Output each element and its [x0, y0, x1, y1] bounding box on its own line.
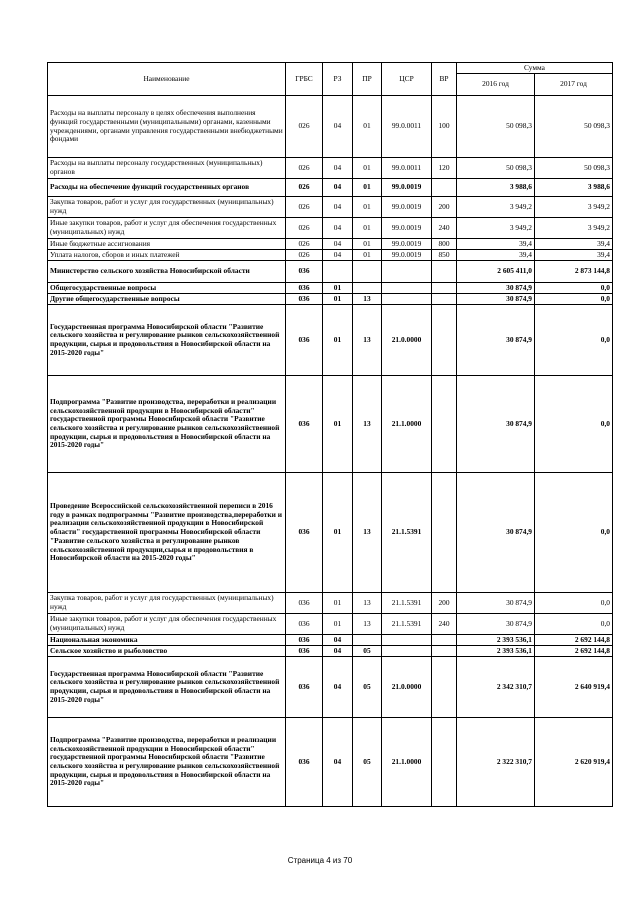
- cell-csr: 99.0.0019: [382, 218, 432, 239]
- cell-vr: 850: [432, 250, 457, 261]
- cell-csr: 99.0.0019: [382, 239, 432, 250]
- cell-name: Иные бюджетные ассигнования: [48, 239, 286, 250]
- table-row: [48, 239, 613, 250]
- cell-csr: 99.0.0019: [382, 179, 432, 197]
- cell-csr: [382, 261, 432, 283]
- table-row: [48, 473, 613, 593]
- cell-vr: 120: [432, 158, 457, 179]
- cell-pr: 01: [353, 250, 382, 261]
- budget-table: [47, 62, 613, 807]
- cell-vr: [432, 635, 457, 646]
- cell-2017: 2 640 919,4: [535, 657, 613, 718]
- cell-2017: 3 949,2: [535, 197, 613, 218]
- cell-csr: 21.1.5391: [382, 614, 432, 635]
- cell-csr: 99.0.0019: [382, 197, 432, 218]
- table-row: [48, 614, 613, 635]
- cell-csr: 99.0.0019: [382, 250, 432, 261]
- col-header-2017: 2017 год: [535, 74, 613, 96]
- cell-2017: 0,0: [535, 473, 613, 593]
- cell-name: Общегосударственные вопросы: [48, 283, 286, 294]
- table-row: [48, 218, 613, 239]
- cell-csr: [382, 294, 432, 305]
- cell-csr: [382, 283, 432, 294]
- col-header-rz: РЗ: [323, 63, 353, 96]
- cell-pr: 13: [353, 376, 382, 473]
- cell-2016: 30 874,9: [457, 283, 535, 294]
- cell-2016: 2 342 310,7: [457, 657, 535, 718]
- cell-csr: [382, 646, 432, 657]
- cell-name: Закупка товаров, работ и услуг для государственных (муниципальных) нужд: [48, 197, 286, 218]
- cell-grbs: 036: [286, 657, 323, 718]
- cell-grbs: 026: [286, 179, 323, 197]
- table-row: [48, 261, 613, 283]
- cell-2017: 39,4: [535, 239, 613, 250]
- cell-pr: [353, 635, 382, 646]
- cell-pr: 13: [353, 593, 382, 614]
- cell-csr: [382, 635, 432, 646]
- cell-vr: 200: [432, 197, 457, 218]
- cell-2016: 30 874,9: [457, 593, 535, 614]
- cell-rz: 01: [323, 473, 353, 593]
- cell-2016: 30 874,9: [457, 376, 535, 473]
- cell-name: Расходы на обеспечение функций государственных органов: [48, 179, 286, 197]
- cell-vr: 240: [432, 614, 457, 635]
- table-row: [48, 646, 613, 657]
- cell-rz: 04: [323, 646, 353, 657]
- col-header-csr: ЦСР: [382, 63, 432, 96]
- table-row: [48, 96, 613, 158]
- cell-vr: [432, 179, 457, 197]
- cell-2017: 0,0: [535, 614, 613, 635]
- cell-vr: 240: [432, 218, 457, 239]
- cell-name: Сельское хозяйство и рыболовство: [48, 646, 286, 657]
- cell-vr: [432, 283, 457, 294]
- cell-2016: 50 098,3: [457, 96, 535, 158]
- cell-grbs: 036: [286, 261, 323, 283]
- cell-2017: 3 988,6: [535, 179, 613, 197]
- cell-vr: [432, 473, 457, 593]
- cell-grbs: 036: [286, 593, 323, 614]
- cell-rz: 01: [323, 305, 353, 376]
- cell-name: Национальная экономика: [48, 635, 286, 646]
- cell-name: Расходы на выплаты персоналу в целях обеспечения выполнения функций государственными (муниципальными) органами, казенными учреждениями, органами управления государственными внебюджетными фондами: [48, 96, 286, 158]
- cell-2016: 50 098,3: [457, 158, 535, 179]
- cell-csr: 99.0.0011: [382, 158, 432, 179]
- table-row: [48, 179, 613, 197]
- cell-pr: [353, 283, 382, 294]
- col-header-name: Наименование: [48, 63, 286, 96]
- cell-rz: 04: [323, 718, 353, 807]
- cell-grbs: 036: [286, 305, 323, 376]
- cell-name: Иные закупки товаров, работ и услуг для обеспечения государственных (муниципальных) нужд: [48, 218, 286, 239]
- cell-name: Министерство сельского хозяйства Новосибирской области: [48, 261, 286, 283]
- table-body: [48, 96, 613, 807]
- cell-2016: 30 874,9: [457, 614, 535, 635]
- col-header-grbs: ГРБС: [286, 63, 323, 96]
- cell-name: Подпрограмма "Развитие производства, переработки и реализации сельскохозяйственной продукции в Новосибирской области" государственной программы Новосибирской области "Развитие сельского хозяйства и регулирование рынков сельскохозяйственной продукции, сырья и продовольствия в Новосибирской области на 2015-2020 годы": [48, 376, 286, 473]
- table-row: [48, 305, 613, 376]
- cell-csr: 21.1.5391: [382, 593, 432, 614]
- cell-2016: 30 874,9: [457, 305, 535, 376]
- cell-pr: 01: [353, 197, 382, 218]
- cell-name: Закупка товаров, работ и услуг для государственных (муниципальных) нужд: [48, 593, 286, 614]
- cell-rz: 04: [323, 179, 353, 197]
- cell-2017: 3 949,2: [535, 218, 613, 239]
- cell-grbs: 036: [286, 283, 323, 294]
- cell-2017: 0,0: [535, 283, 613, 294]
- cell-pr: 05: [353, 646, 382, 657]
- cell-csr: 21.1.5391: [382, 473, 432, 593]
- cell-pr: 05: [353, 718, 382, 807]
- cell-2016: 39,4: [457, 250, 535, 261]
- col-header-2016: 2016 год: [457, 74, 535, 96]
- cell-vr: [432, 718, 457, 807]
- cell-2017: 2 692 144,8: [535, 646, 613, 657]
- cell-rz: 01: [323, 283, 353, 294]
- cell-rz: 04: [323, 657, 353, 718]
- cell-pr: 13: [353, 473, 382, 593]
- cell-vr: [432, 261, 457, 283]
- cell-vr: [432, 376, 457, 473]
- table-row: [48, 250, 613, 261]
- cell-2017: 0,0: [535, 376, 613, 473]
- cell-grbs: 036: [286, 473, 323, 593]
- cell-pr: 01: [353, 239, 382, 250]
- cell-vr: [432, 657, 457, 718]
- cell-2017: 0,0: [535, 305, 613, 376]
- col-header-pr: ПР: [353, 63, 382, 96]
- table-row: [48, 294, 613, 305]
- cell-grbs: 036: [286, 718, 323, 807]
- cell-name: Иные закупки товаров, работ и услуг для обеспечения государственных (муниципальных) нужд: [48, 614, 286, 635]
- table-row: [48, 593, 613, 614]
- table-row: [48, 635, 613, 646]
- cell-rz: 01: [323, 614, 353, 635]
- table-row: [48, 283, 613, 294]
- cell-csr: 21.0.0000: [382, 305, 432, 376]
- cell-2016: 3 949,2: [457, 197, 535, 218]
- cell-csr: 99.0.0011: [382, 96, 432, 158]
- cell-2017: 0,0: [535, 593, 613, 614]
- cell-rz: 01: [323, 376, 353, 473]
- col-header-vr: ВР: [432, 63, 457, 96]
- cell-vr: 100: [432, 96, 457, 158]
- cell-rz: [323, 261, 353, 283]
- cell-2016: 2 393 536,1: [457, 635, 535, 646]
- cell-name: Государственная программа Новосибирской области "Развитие сельского хозяйства и регулирование рынков сельскохозяйственной продукции, сырья и продовольствия в Новосибирской области на 2015-2020 годы": [48, 657, 286, 718]
- col-header-sum: Сумма: [457, 63, 613, 74]
- cell-pr: [353, 261, 382, 283]
- cell-name: Другие общегосударственные вопросы: [48, 294, 286, 305]
- cell-grbs: 036: [286, 635, 323, 646]
- cell-2017: 2 692 144,8: [535, 635, 613, 646]
- cell-grbs: 026: [286, 96, 323, 158]
- cell-2017: 2 620 919,4: [535, 718, 613, 807]
- cell-csr: 21.1.0000: [382, 376, 432, 473]
- table-row: [48, 376, 613, 473]
- table-row: [48, 718, 613, 807]
- table-header: [48, 63, 613, 96]
- cell-2016: 39,4: [457, 239, 535, 250]
- cell-csr: 21.0.0000: [382, 657, 432, 718]
- cell-rz: 04: [323, 250, 353, 261]
- cell-vr: [432, 294, 457, 305]
- cell-pr: 01: [353, 218, 382, 239]
- cell-grbs: 026: [286, 218, 323, 239]
- cell-2017: 2 873 144,8: [535, 261, 613, 283]
- cell-rz: 01: [323, 593, 353, 614]
- cell-2017: 0,0: [535, 294, 613, 305]
- table-row: [48, 158, 613, 179]
- cell-rz: 04: [323, 635, 353, 646]
- table-row: [48, 657, 613, 718]
- cell-grbs: 036: [286, 376, 323, 473]
- cell-name: Подпрограмма "Развитие производства, переработки и реализации сельскохозяйственной продукции в Новосибирской области" государственной программы Новосибирской области "Развитие сельского хозяйства и регулирование рынков сельскохозяйственной продукции, сырья и продовольствия в Новосибирской области на 2015-2020 годы": [48, 718, 286, 807]
- cell-2016: 3 988,6: [457, 179, 535, 197]
- cell-pr: 01: [353, 96, 382, 158]
- cell-vr: 800: [432, 239, 457, 250]
- cell-2016: 2 393 536,1: [457, 646, 535, 657]
- page-number: Страница 4 из 70: [287, 856, 353, 865]
- cell-2016: 2 605 411,0: [457, 261, 535, 283]
- cell-vr: [432, 305, 457, 376]
- cell-grbs: 026: [286, 239, 323, 250]
- cell-rz: 04: [323, 158, 353, 179]
- cell-grbs: 026: [286, 158, 323, 179]
- cell-name: Проведение Всероссийской сельскохозяйственной переписи в 2016 году в рамках подпрограммы "Развитие производства,переработки и реализации сельскохозяйственной продукции в Новосибирской области" государственной программы Новосибирской области "Развитие сельского хозяйства и регулирование рынков сельскохозяйственной продукции,сырья и продовольствия в Новосибирской области на 2015-2020 годы": [48, 473, 286, 593]
- cell-rz: 04: [323, 197, 353, 218]
- cell-rz: 01: [323, 294, 353, 305]
- cell-rz: 04: [323, 218, 353, 239]
- cell-2017: 50 098,3: [535, 158, 613, 179]
- cell-pr: 01: [353, 179, 382, 197]
- cell-csr: 21.1.0000: [382, 718, 432, 807]
- cell-name: Государственная программа Новосибирской области "Развитие сельского хозяйства и регулирование рынков сельскохозяйственной продукции, сырья и продовольствия в Новосибирской области на 2015-2020 годы": [48, 305, 286, 376]
- cell-vr: [432, 646, 457, 657]
- cell-rz: 04: [323, 239, 353, 250]
- cell-pr: 13: [353, 305, 382, 376]
- cell-2016: 3 949,2: [457, 218, 535, 239]
- cell-2017: 50 098,3: [535, 96, 613, 158]
- cell-pr: 13: [353, 294, 382, 305]
- cell-grbs: 026: [286, 197, 323, 218]
- cell-grbs: 026: [286, 250, 323, 261]
- table-row: [48, 197, 613, 218]
- cell-grbs: 036: [286, 614, 323, 635]
- cell-name: Расходы на выплаты персоналу государственных (муниципальных) органов: [48, 158, 286, 179]
- cell-pr: 05: [353, 657, 382, 718]
- cell-grbs: 036: [286, 294, 323, 305]
- cell-pr: 13: [353, 614, 382, 635]
- cell-2017: 39,4: [535, 250, 613, 261]
- cell-2016: 30 874,9: [457, 473, 535, 593]
- cell-name: Уплата налогов, сборов и иных платежей: [48, 250, 286, 261]
- cell-2016: 30 874,9: [457, 294, 535, 305]
- cell-rz: 04: [323, 96, 353, 158]
- cell-2016: 2 322 310,7: [457, 718, 535, 807]
- cell-pr: 01: [353, 158, 382, 179]
- cell-vr: 200: [432, 593, 457, 614]
- cell-grbs: 036: [286, 646, 323, 657]
